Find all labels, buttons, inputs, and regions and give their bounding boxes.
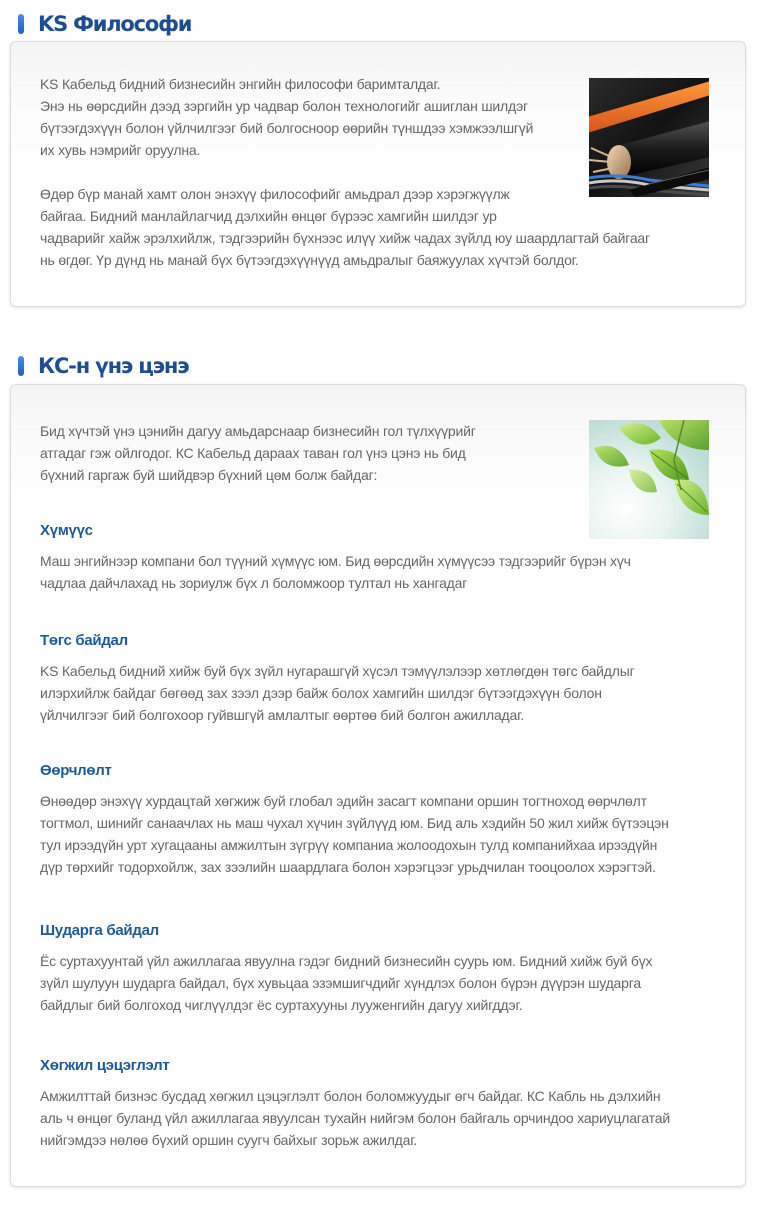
value-text-line: чадлаа дайчлахад нь зориулж бүх л боломжоор тултал нь хангадаг [40,575,468,591]
value-text-line: Маш энгийнээр компани бол түүний хүмүүс юм. Бид өөрсдийн хүмүүсээ тэдгээрийг бүрэн хүч [40,553,631,569]
value-text-change [40,790,669,878]
philosophy-section-title [18,10,191,38]
value-text-people [40,550,631,594]
philosophy-body-line: Өдөр бүр манай хамт олон энэхүү философийг амьдрал дээр хэрэгжүүлж [40,186,510,202]
philosophy-intro [40,73,533,161]
title-bullet-icon [18,14,24,34]
values-title: КС-н үнэ цэнэ [38,354,189,378]
value-text-prosperity [40,1085,670,1151]
values-section-title [18,352,188,380]
value-text-line: Ёс суртахуунтай үйл ажиллагаа явуулна гэдэг бидний бизнесийн суурь юм. Бидний хийж буй бүх [40,953,653,969]
values-intro-line: Бид хүчтэй үнэ цэнийн дагуу амьдарснаар бизнесийн гол түлхүүрийг [40,423,476,439]
philosophy-title: KS Философи [38,12,192,36]
philosophy-panel [10,41,746,307]
values-intro-line: бүхний гаргаж буй шийдвэр бүхний цөм болж байдаг: [40,467,378,483]
value-heading-change: Өөрчлөлт [40,762,112,779]
value-heading-people: Хүмүүс [40,522,93,539]
value-text-line: нийгэмдээ нөлөө бүхий оршин суугч байхыг зорьж ажилдаг. [40,1132,418,1148]
value-text-line: тогтмол, шинийг санаачлах нь маш чухал хүчин зүйлүүд юм. Бид аль хэдийн 50 жил хийж бүтээцэн [40,815,669,831]
philosophy-body [40,183,650,271]
philosophy-body-line: нь өгдөг. Үр дүнд нь манай бүх бүтээгдэхүүнүүд амьдралыг баяжуулах хүчтэй болдог. [40,252,579,268]
value-text-integrity [40,950,652,1016]
value-text-line: KS Кабельд бидний хийж буй бүх зүйл нугарашгүй хүсэл тэмүүлэлээр хөтлөгдөн төгс байдлыг [40,663,635,679]
value-text-line: аль ч өнцөг буланд үйл ажиллагаа явуулсан тухайн нийгэм болон байгаль орчиндоо хариуцлагатай [40,1110,670,1126]
value-text-excellence [40,660,635,726]
cable-photo [589,78,709,197]
philosophy-body-line: байгаа. Бидний манлайлагчид дэлхийн өнцөг бүрээс хамгийн шилдэг ур [40,208,497,224]
value-text-line: үйлчилгээг бий болгохоор гуйвшгүй амлалтыг өөртөө бий болгон ажилладаг. [40,707,524,723]
values-intro-line: атгадаг гэж ойлгодог. КС Кабельд дараах таван гол үнэ цэнэ нь бид [40,445,466,461]
value-heading-excellence: Төгс байдал [40,632,128,649]
value-text-line: илэрхийлж байдаг бөгөөд зах зээл дээр байж болох хамгийн шилдэг бүтээгдэхүүн болон [40,685,602,701]
value-heading-integrity: Шударга байдал [40,922,159,939]
philosophy-intro-line: их хувь нэмрийг оруулна. [40,142,201,158]
philosophy-intro-line: бүтээгдэхүүн болон үйлчилгээг бий болгосноор өөрийн түншдээ хэмжээлшгүй [40,120,534,136]
philosophy-intro-line: KS Кабельд бидний бизнесийн энгийн философи баримталдаг. [40,76,441,92]
philosophy-body-line: чадварийг хайж эрэлхийлж, тэдгээрийн бүхнээс илүү хийж чадах зүйлд юу шаардлагтай байгааг [40,230,650,246]
leaves-photo [589,420,709,539]
cable-photo-image [589,78,709,197]
values-intro [40,420,476,486]
value-text-line: Амжилттай бизнэс бусдад хөгжил цэцэглэлт болон боломжуудыг өгч байдаг. КС Кабль нь дэлхийн [40,1088,661,1104]
title-bullet-icon [18,356,24,376]
value-heading-prosperity: Хөгжил цэцэглэлт [40,1057,170,1074]
value-text-line: Өнөөдөр энэхүү хурдацтай хөгжиж буй глобал эдийн засагт компани оршин тогтноход өөрчлөлт [40,793,647,809]
values-panel [10,384,746,1187]
value-text-line: тул ирээдүйн урт хугацааны амжилтын зүгрүү компаниа жолоодохын тулд компанийхаа ирээдүйн [40,837,658,853]
value-text-line: дүр төрхийг тодорхойлж, зах зээлийн шаардлага болон хэрэгцээг урьдчилан тооцоолох хэрэгтэй. [40,859,656,875]
leaves-photo-image [589,420,709,539]
value-text-line: зүйл шулуун шударга байдал, бүх хувьцаа эзэмшигчдийг хүндлэх болон бүрэн дүүрэн шударга [40,975,641,991]
philosophy-intro-line: Энэ нь өөрсдийн дээд зэргийн ур чадвар болон технологийг ашиглан шилдэг [40,98,528,114]
value-text-line: байдлыг бий болгоход чиглүүлдэг ёс суртахууны лууженгийн дагуу хийгддэг. [40,997,523,1013]
